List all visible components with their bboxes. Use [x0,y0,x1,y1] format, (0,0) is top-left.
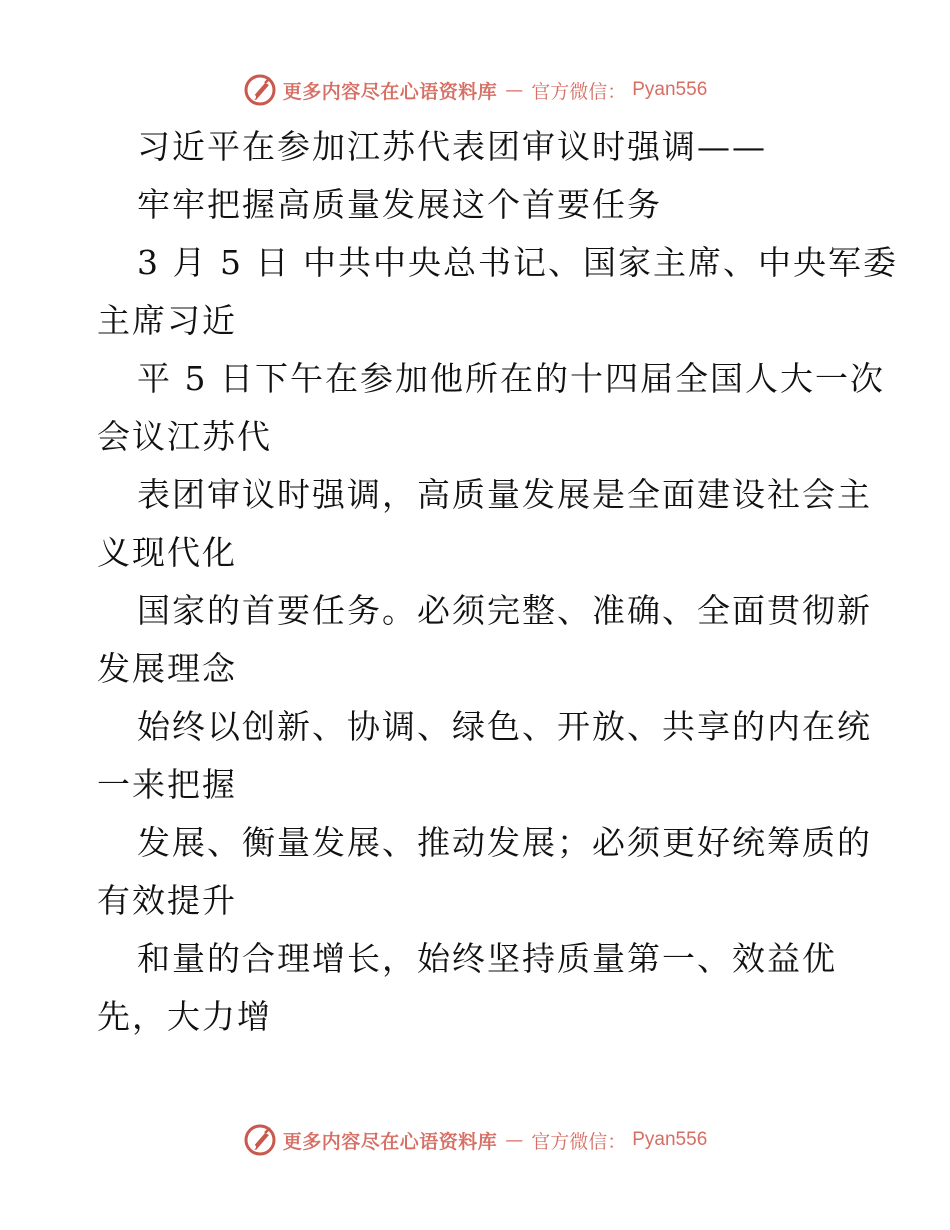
watermark-dash: — [505,79,524,101]
watermark-wechat-id: Pyan556 [632,1129,708,1150]
paragraph-line: 会议江苏代 [97,417,272,456]
paragraph-line: 表团审议时强调，高质量发展是全面建设社会主 [137,475,872,514]
watermark-text: 更多内容尽在心语资料库 [282,80,498,103]
paragraph-line: 先，大力增 [97,997,272,1036]
paragraph-line: 3 月 5 日 中共中央总书记、国家主席、中央军委 [137,243,898,282]
paragraph-line: 发展理念 [97,649,237,688]
paragraph-line: 有效提升 [97,881,237,920]
paragraph-line: 发展、衡量发展、推动发展；必须更好统筹质的 [137,823,872,862]
header-watermark [0,70,950,110]
quill-pen-logo-icon [243,73,277,107]
paragraph-line: 一来把握 [97,765,237,804]
paragraph-line: 主席习近 [97,301,237,340]
watermark-text: 更多内容尽在心语资料库 [282,1130,498,1153]
paragraph-line: 国家的首要任务。必须完整、准确、全面贯彻新 [137,591,872,630]
document-title: 习近平在参加江苏代表团审议时强调—— [137,127,767,166]
paragraph-line: 始终以创新、协调、绿色、开放、共享的内在统 [137,707,872,746]
watermark-wechat-label: 官方微信： [531,80,627,103]
paragraph-line: 义现代化 [97,533,237,572]
paragraph-line: 和量的合理增长，始终坚持质量第一、效益优 [137,939,837,978]
watermark-dash: — [505,1129,524,1151]
document-body [97,118,898,1046]
watermark-wechat-id: Pyan556 [632,79,708,100]
document-subtitle: 牢牢把握高质量发展这个首要任务 [137,185,662,224]
paragraph-line: 平 5 日下午在参加他所在的十四届全国人大一次 [137,359,885,398]
footer-watermark [0,1120,950,1160]
watermark-wechat-label: 官方微信： [531,1130,627,1153]
quill-pen-logo-icon [243,1123,277,1157]
